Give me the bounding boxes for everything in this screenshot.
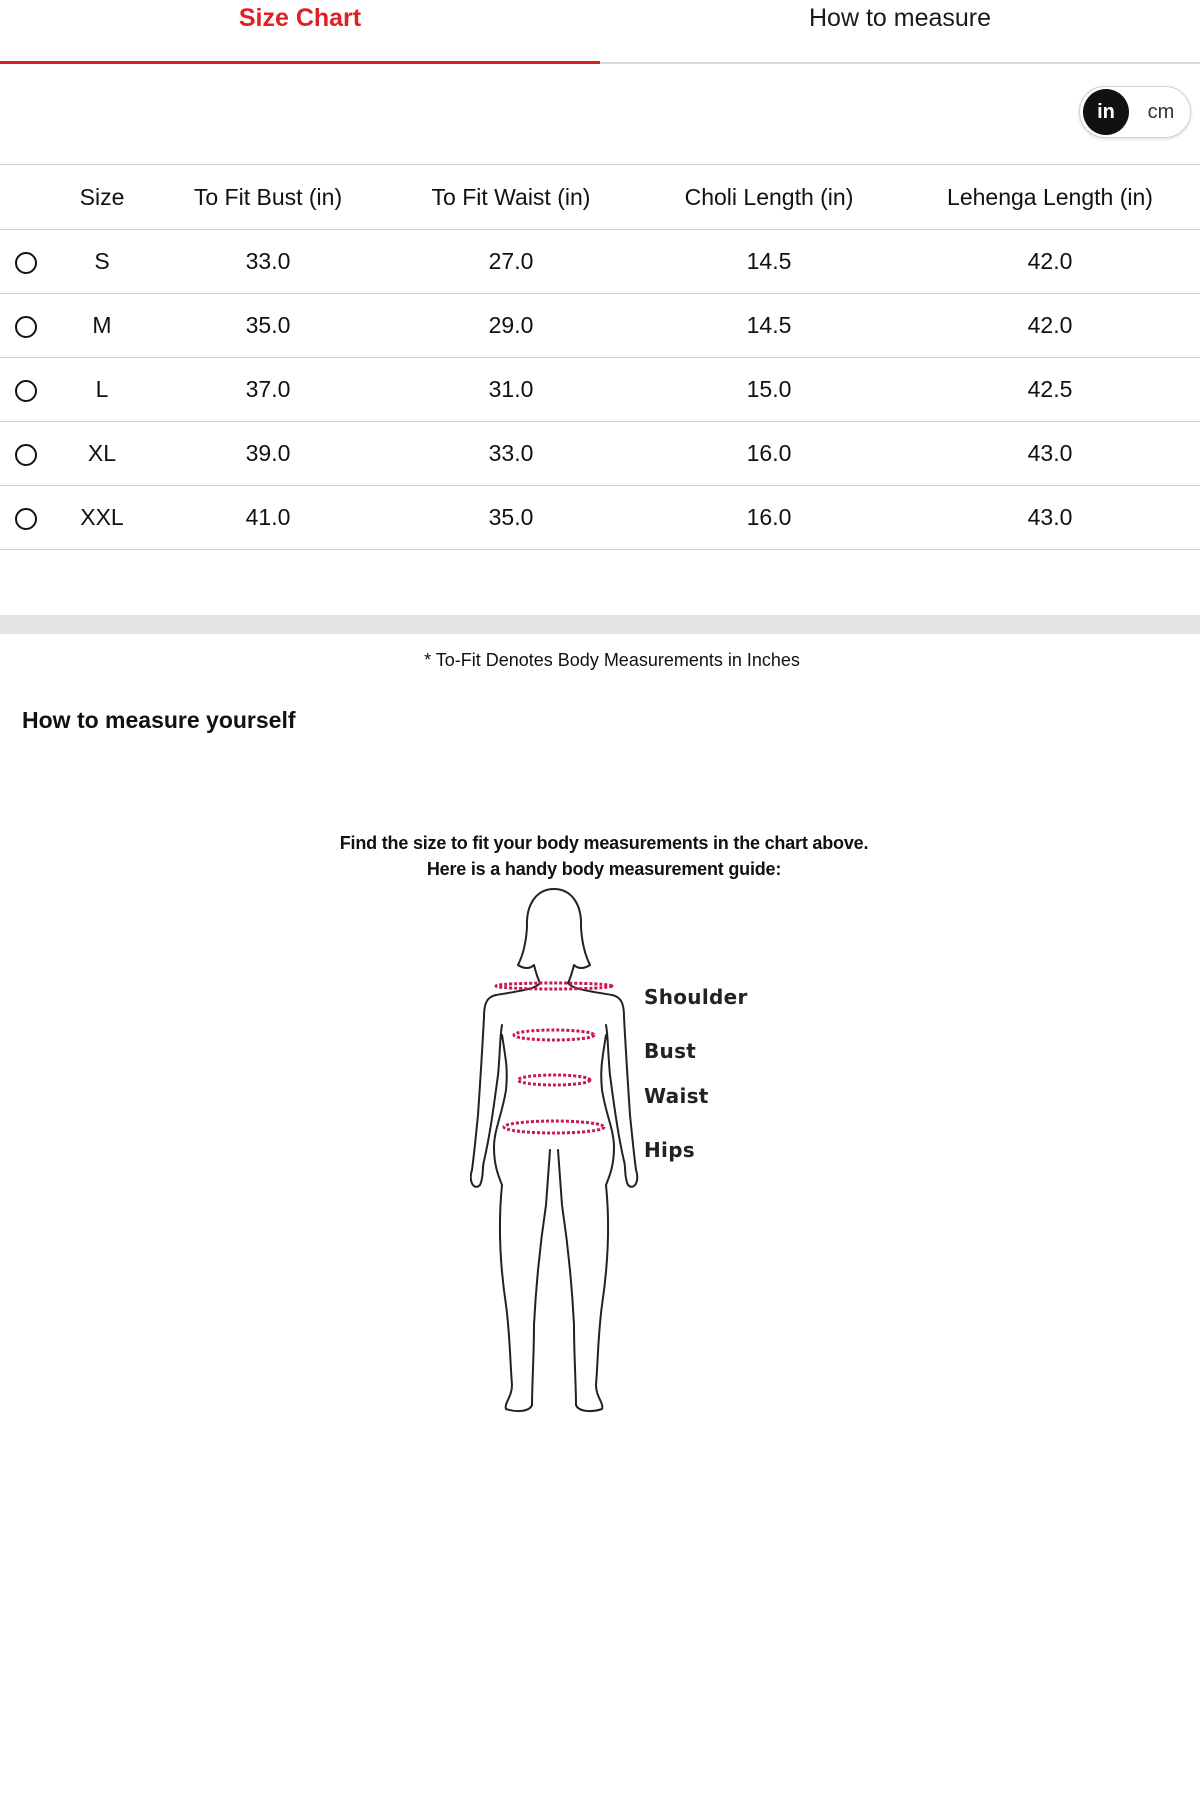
tab-how-to-measure[interactable]: How to measure — [808, 4, 992, 32]
cell-bust: 41.0 — [245, 504, 291, 530]
unit-in-button[interactable]: in — [1083, 89, 1129, 135]
tab-size-chart[interactable]: Size Chart — [0, 0, 600, 62]
row-select[interactable] — [0, 230, 52, 294]
measurement-guide-text — [0, 830, 1200, 882]
row-select[interactable] — [0, 422, 52, 486]
cell-waist: 33.0 — [488, 440, 534, 466]
label-shoulder: Shoulder — [644, 985, 748, 1009]
table-row[interactable] — [0, 230, 1200, 294]
table-row[interactable] — [0, 358, 1200, 422]
header-choli-length: Choli Length (in) — [638, 165, 900, 230]
cell-bust: 37.0 — [245, 376, 291, 402]
cell-waist: 27.0 — [488, 248, 534, 274]
cell-size: XXL — [80, 504, 124, 530]
cell-lehenga: 43.0 — [1027, 440, 1073, 466]
cell-size: M — [92, 312, 112, 338]
label-hips: Hips — [644, 1138, 696, 1162]
footnote: * To-Fit Denotes Body Measurements in Inches — [424, 650, 800, 670]
label-bust: Bust — [644, 1039, 697, 1063]
table-row[interactable] — [0, 294, 1200, 358]
unit-toggle — [1079, 86, 1191, 138]
guide-line-1: Find the size to fit your body measurements in the chart above. — [339, 833, 869, 853]
header-select — [0, 165, 52, 230]
cell-size: S — [94, 248, 110, 274]
radio-button[interactable] — [15, 508, 37, 530]
cell-choli: 16.0 — [746, 504, 792, 530]
row-select[interactable] — [0, 358, 52, 422]
radio-button[interactable] — [15, 444, 37, 466]
header-size: Size — [52, 165, 152, 230]
section-divider — [0, 615, 1200, 634]
cell-size: L — [95, 376, 109, 402]
table-row[interactable] — [0, 422, 1200, 486]
cell-waist: 31.0 — [488, 376, 534, 402]
tab-bar — [0, 0, 1200, 64]
row-select[interactable] — [0, 486, 52, 550]
radio-button[interactable] — [15, 252, 37, 274]
header-lehenga-length: Lehenga Length (in) — [900, 165, 1200, 230]
cell-waist: 29.0 — [488, 312, 534, 338]
label-waist: Waist — [644, 1084, 709, 1108]
unit-cm-button[interactable]: cm — [1147, 100, 1175, 123]
cell-choli: 16.0 — [746, 440, 792, 466]
cell-bust: 33.0 — [245, 248, 291, 274]
cell-bust: 39.0 — [245, 440, 291, 466]
cell-choli: 14.5 — [746, 312, 792, 338]
cell-lehenga: 43.0 — [1027, 504, 1073, 530]
header-waist: To Fit Waist (in) — [384, 165, 638, 230]
radio-button[interactable] — [15, 380, 37, 402]
row-select[interactable] — [0, 294, 52, 358]
table-row[interactable] — [0, 486, 1200, 550]
header-bust: To Fit Bust (in) — [152, 165, 384, 230]
cell-size: XL — [87, 440, 117, 466]
cell-bust: 35.0 — [245, 312, 291, 338]
cell-choli: 15.0 — [746, 376, 792, 402]
guide-line-2: Here is a handy body measurement guide: — [426, 859, 782, 879]
radio-button[interactable] — [15, 316, 37, 338]
cell-lehenga: 42.0 — [1027, 248, 1073, 274]
cell-lehenga: 42.0 — [1027, 312, 1073, 338]
cell-choli: 14.5 — [746, 248, 792, 274]
cell-lehenga: 42.5 — [1027, 376, 1073, 402]
body-figure-illustration — [470, 885, 640, 1420]
measure-section-title: How to measure yourself — [22, 707, 296, 733]
table-header-row — [0, 165, 1200, 230]
size-chart-table — [0, 164, 1200, 550]
cell-waist: 35.0 — [488, 504, 534, 530]
